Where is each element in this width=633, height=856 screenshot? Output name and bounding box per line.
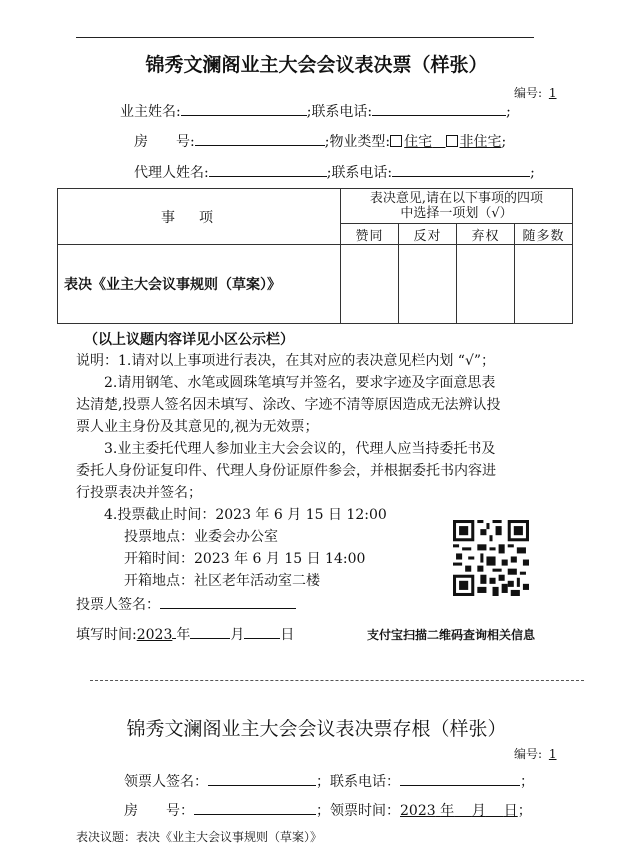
instruction-line: 说明：1.请对以上事项进行表决，在其对应的表决意见栏内划 “√”；: [76, 353, 496, 369]
contact-field[interactable]: [372, 101, 506, 116]
choice-header-line1: 表决意见,请在以下事项的四项: [369, 191, 544, 206]
choice-header-cell: [341, 189, 573, 224]
option-abstain: 弃权: [457, 224, 515, 245]
instruction-line: 委托人身份证复印件、代理人身份证原件参会，并根据委托书内容进: [76, 463, 496, 479]
collect-time-value: [400, 803, 518, 819]
fill-year: 2023: [136, 627, 173, 643]
fill-time-row: [76, 624, 294, 644]
collect-time-label: 领票时间：: [330, 803, 400, 819]
instruction-line: 行投票表决并签名；: [76, 485, 202, 501]
agent-info-row: [134, 162, 535, 182]
vote-item: 表决《业主大会议事规则（草案）》: [58, 245, 341, 324]
alipay-note: 支付宝扫描二维码查询相关信息: [367, 628, 536, 642]
serial-label: 编号:: [514, 86, 543, 100]
owner-name-label: 业主姓名:: [120, 104, 181, 120]
month-unit: 月: [230, 627, 245, 643]
year-unit: 年: [176, 627, 191, 643]
form-title: 锦秀文澜阁业主大会会议表决票（样张）: [145, 54, 488, 76]
separator: ;: [501, 134, 507, 150]
contact-label: 联系电话:: [311, 104, 373, 120]
day-unit: 日: [280, 627, 295, 643]
voter-sign-field[interactable]: [160, 594, 296, 609]
top-rule: [76, 37, 534, 38]
instructions: [76, 350, 500, 592]
stub-topic: 表决议题：表决《业主大会议事规则（草案）》: [76, 830, 323, 844]
owner-name-field[interactable]: [181, 101, 307, 116]
month-unit: 月: [471, 803, 486, 819]
stub-contact-label: 联系电话：: [330, 774, 400, 790]
stub-room-row: [124, 800, 532, 820]
serial-number: [514, 84, 560, 101]
agent-contact-label: 联系电话:: [331, 165, 393, 181]
residential-label: 住宅: [404, 134, 433, 150]
stub-contact-field[interactable]: [400, 771, 520, 786]
qr-code-icon: [453, 520, 529, 596]
option-oppose: 反对: [399, 224, 457, 245]
separator: ；: [520, 774, 534, 790]
stub-title: 锦秀文澜阁业主大会会议表决票存根（样张）: [126, 718, 507, 740]
topic-note: （以上议题内容详见小区公示栏）: [84, 332, 294, 348]
instruction-line: 2.请用钢笔、水笔或圆珠笔填写并签名，要求字迹及字面意思表: [104, 375, 496, 391]
fill-month-field[interactable]: [190, 624, 230, 639]
room-label: 房 号:: [134, 134, 195, 150]
separator: ;: [530, 165, 535, 181]
choice-header-line2: 中选择一项划（√）: [400, 206, 513, 221]
option-approve: 赞同: [341, 224, 399, 245]
oppose-check-cell[interactable]: [399, 245, 457, 324]
separator: ;: [324, 134, 330, 150]
voter-sign-label: 投票人签名：: [76, 597, 160, 613]
instruction-line: 3.业主委托代理人参加业主大会会议的，代理人应当持委托书及: [104, 441, 496, 457]
property-type-options: [390, 134, 501, 150]
stub-serial-value: 1: [548, 747, 557, 761]
agent-contact-field[interactable]: [392, 162, 530, 177]
item-header-cell: [58, 189, 341, 245]
fill-day-field[interactable]: [244, 624, 280, 639]
instruction-line: 开箱时间：2023 年 6 月 15 日 14:00: [124, 551, 366, 567]
majority-check-cell[interactable]: [515, 245, 573, 324]
voting-table: [57, 188, 573, 324]
serial-value: 1: [548, 86, 557, 100]
separator: ；: [316, 774, 330, 790]
stub-serial-label: 编号:: [514, 747, 543, 761]
instruction-line: 投票地点：业委会办公室: [124, 529, 278, 545]
owner-info-row: [120, 101, 511, 121]
separator: ；: [316, 803, 330, 819]
year-unit: 年: [440, 803, 455, 819]
separator: ;: [306, 104, 312, 120]
room-info-row: [134, 131, 506, 151]
instruction-line: 4.投票截止时间：2023 年 6 月 15 日 12:00: [104, 507, 387, 523]
collect-year: 2023: [400, 803, 436, 819]
stub-serial-number: [514, 745, 560, 762]
agent-name-label: 代理人姓名:: [134, 165, 209, 181]
agent-name-field[interactable]: [209, 162, 327, 177]
separator: ;: [506, 104, 511, 120]
fill-time-label: 填写时间:: [76, 627, 137, 643]
stub-room-label: 房 号：: [124, 803, 194, 819]
nonresidential-label: 非住宅: [459, 134, 502, 150]
stub-collector-row: [124, 771, 534, 791]
approve-check-cell[interactable]: [341, 245, 399, 324]
day-unit: 日: [503, 803, 518, 819]
residential-checkbox[interactable]: [390, 135, 402, 147]
room-field[interactable]: [195, 131, 325, 146]
collector-label: 领票人签名：: [124, 774, 208, 790]
item-header: 事项: [161, 209, 237, 226]
separator: ；: [517, 803, 532, 819]
property-type-label: 物业类型:: [329, 134, 391, 150]
option-follow-majority: 随多数: [515, 224, 573, 245]
abstain-check-cell[interactable]: [457, 245, 515, 324]
instruction-line: 达清楚,投票人签名因未填写、涂改、字迹不清等原因造成无法辨认投: [76, 397, 501, 413]
stub-room-field[interactable]: [194, 800, 316, 815]
tear-line: [90, 680, 584, 681]
voter-sign-row: [76, 594, 296, 614]
instruction-line: 票人业主身份及其意见的,视为无效票；: [76, 419, 319, 435]
nonresidential-checkbox[interactable]: [446, 135, 458, 147]
separator: ;: [326, 165, 332, 181]
instruction-line: 开箱地点：社区老年活动室二楼: [124, 573, 320, 589]
collector-field[interactable]: [208, 771, 316, 786]
